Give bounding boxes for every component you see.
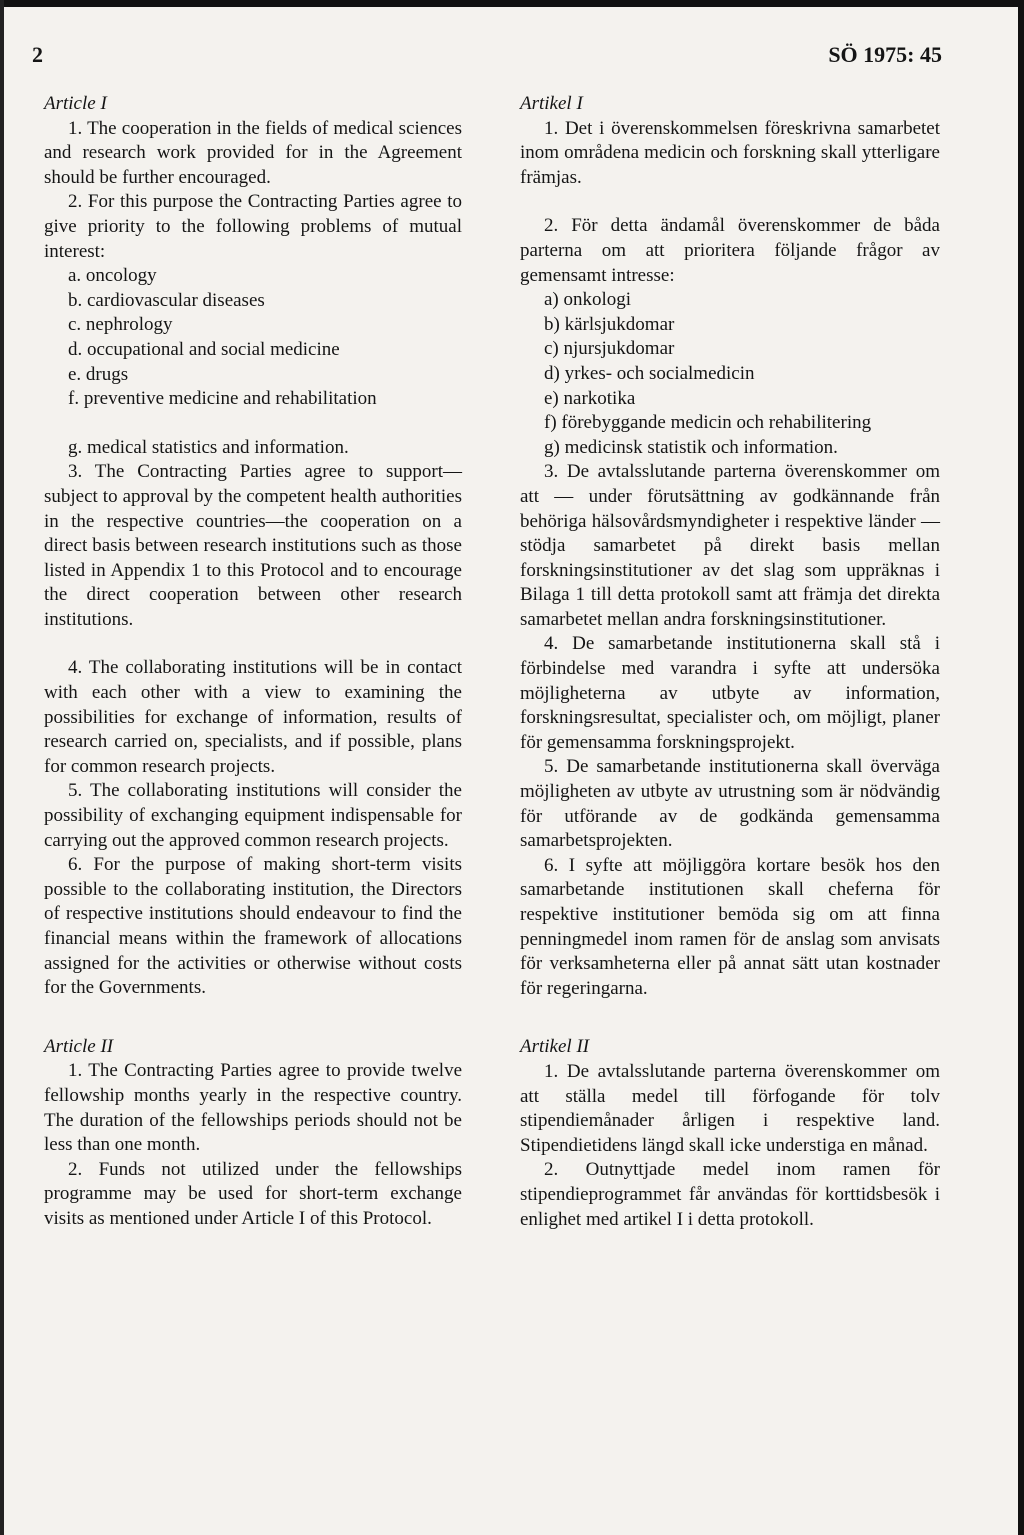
list-item: g. medical statistics and information.: [68, 436, 349, 458]
list-item: g) medicinsk statistik och information.: [544, 436, 838, 458]
list-item: c) njursjukdomar: [544, 338, 675, 360]
article-1-heading-sv: Artikel I: [520, 93, 583, 114]
list-item: f) förebyggande medicin och rehabilitering: [544, 412, 872, 434]
article-1-heading-en: Article I: [44, 93, 107, 114]
list-item: d. occupational and social medicine: [68, 338, 340, 360]
article-2-heading-en: Article II: [44, 1035, 114, 1057]
document-reference: SÖ 1975: 45: [828, 42, 942, 67]
swedish-column: [520, 92, 940, 1232]
list-item: b. cardiovascular diseases: [68, 289, 265, 311]
english-column: [44, 92, 462, 1232]
article-1-para-5-sv: 5. De samarbetande institutionerna skall överväga möjligheten av utbyte av utrustning som är nödvändig för utförande av de godkända gemensamma samarbetsprojekten.: [520, 756, 940, 852]
article-1-para-6-sv: 6. I syfte att möjliggöra kortare besök hos den samarbetande institutionen skall cheferna för respektive institutioner bemöda sig om att finna penningmedel inom ramen för de anslag som anvisats för verksamheterna eller på annat sätt utan kostnader för regeringarna.: [520, 854, 940, 999]
scan-right-border: [1018, 0, 1024, 1535]
list-item: d) yrkes- och socialmedicin: [544, 362, 755, 384]
priority-list-sv: [520, 288, 940, 460]
list-item: b) kärlsjukdomar: [544, 313, 675, 335]
article-1-para-2-sv: 2. För detta ändamål överenskommer de båda parterna om att prioritera följande frågor av gemensamt intresse:: [520, 215, 940, 286]
list-item: e) narkotika: [544, 387, 636, 409]
article-2-heading-sv: Artikel II: [520, 1036, 590, 1058]
article-2-para-2-sv: 2. Outnyttjade medel inom ramen för stipendieprogrammet får användas för korttidsbesök i enlighet med artikel I i detta protokoll.: [520, 1159, 940, 1230]
list-item: e. drugs: [68, 363, 129, 385]
article-1-para-1-sv: 1. Det i överenskommelsen föreskrivna samarbetet inom områdena medicin och forskning skall ytterligare främjas.: [520, 117, 940, 188]
article-1-para-5-en: 5. The collaborating institutions will consider the possibility of exchanging equipment indispensable for carrying out the approved common research projects.: [44, 780, 462, 851]
page-number: 2: [32, 42, 43, 67]
list-item: f. preventive medicine and rehabilitation: [68, 388, 377, 410]
article-2-para-2-en: 2. Funds not utilized under the fellowships programme may be used for short-term exchange visits as mentioned under Article I of this Protocol.: [44, 1158, 462, 1229]
article-1-para-2-en: 2. For this purpose the Contracting Parties agree to give priority to the following problems of mutual interest:: [44, 191, 462, 262]
list-item: a. oncology: [68, 265, 157, 287]
article-2-para-1-sv: 1. De avtalsslutande parterna överenskommer om att ställa medel till förfogande för tolv stipendiemånader årligen i respektive land. Stipendietidens längd skall icke understiga en månad.: [520, 1060, 940, 1156]
scan-top-border: [0, 0, 1024, 7]
article-1-para-4-sv: 4. De samarbetande institutionerna skall stå i förbindelse med varandra i syfte att undersöka möjligheterna av utbyte av information, forskningsresultat, specialister och, om möjligt, planer för gemensamma forskningsprojekt.: [520, 633, 940, 753]
article-1-para-4-en: 4. The collaborating institutions will be in contact with each other with a view to examining the possibilities for exchange of information, results of research carried on, specialists, and if possible, plans for common research projects.: [44, 657, 462, 777]
scan-left-border: [0, 0, 4, 1535]
priority-list-en: [44, 264, 462, 460]
article-1-para-3-en: 3. The Contracting Parties agree to support—subject to approval by the competent health authorities in the respective countries—the cooperation on a direct basis between research institutions such as those listed in Appendix 1 to this Protocol and to encourage the direct cooperation between other research institutions.: [44, 461, 462, 630]
list-item: a) onkologi: [544, 289, 632, 311]
article-1-para-1-en: 1. The cooperation in the fields of medical sciences and research work provided for in the Agreement should be further encouraged.: [44, 117, 462, 188]
article-1-para-6-en: 6. For the purpose of making short-term visits possible to the collaborating institution, the Directors of respective institutions should endeavour to find the financial means within the framework of allocations assigned for the activities or otherwise without costs for the Governments.: [44, 854, 462, 999]
article-2-para-1-en: 1. The Contracting Parties agree to provide twelve fellowship months yearly in the respective country. The duration of the fellowships periods should not be less than one month.: [44, 1060, 462, 1156]
article-1-para-3-sv: 3. De avtalsslutande parterna överenskommer om att — under förutsättning av godkännande från behöriga hälsovårdsmyndigheter i respektive länder — stödja samarbetet på direkt basis mellan forskningsinstitutioner av det slag som uppräknas i Bilaga 1 till detta protokoll samt att främja det direkta samarbetet mellan andra forskningsinstitutioner.: [520, 461, 940, 630]
list-item: c. nephrology: [68, 314, 173, 336]
